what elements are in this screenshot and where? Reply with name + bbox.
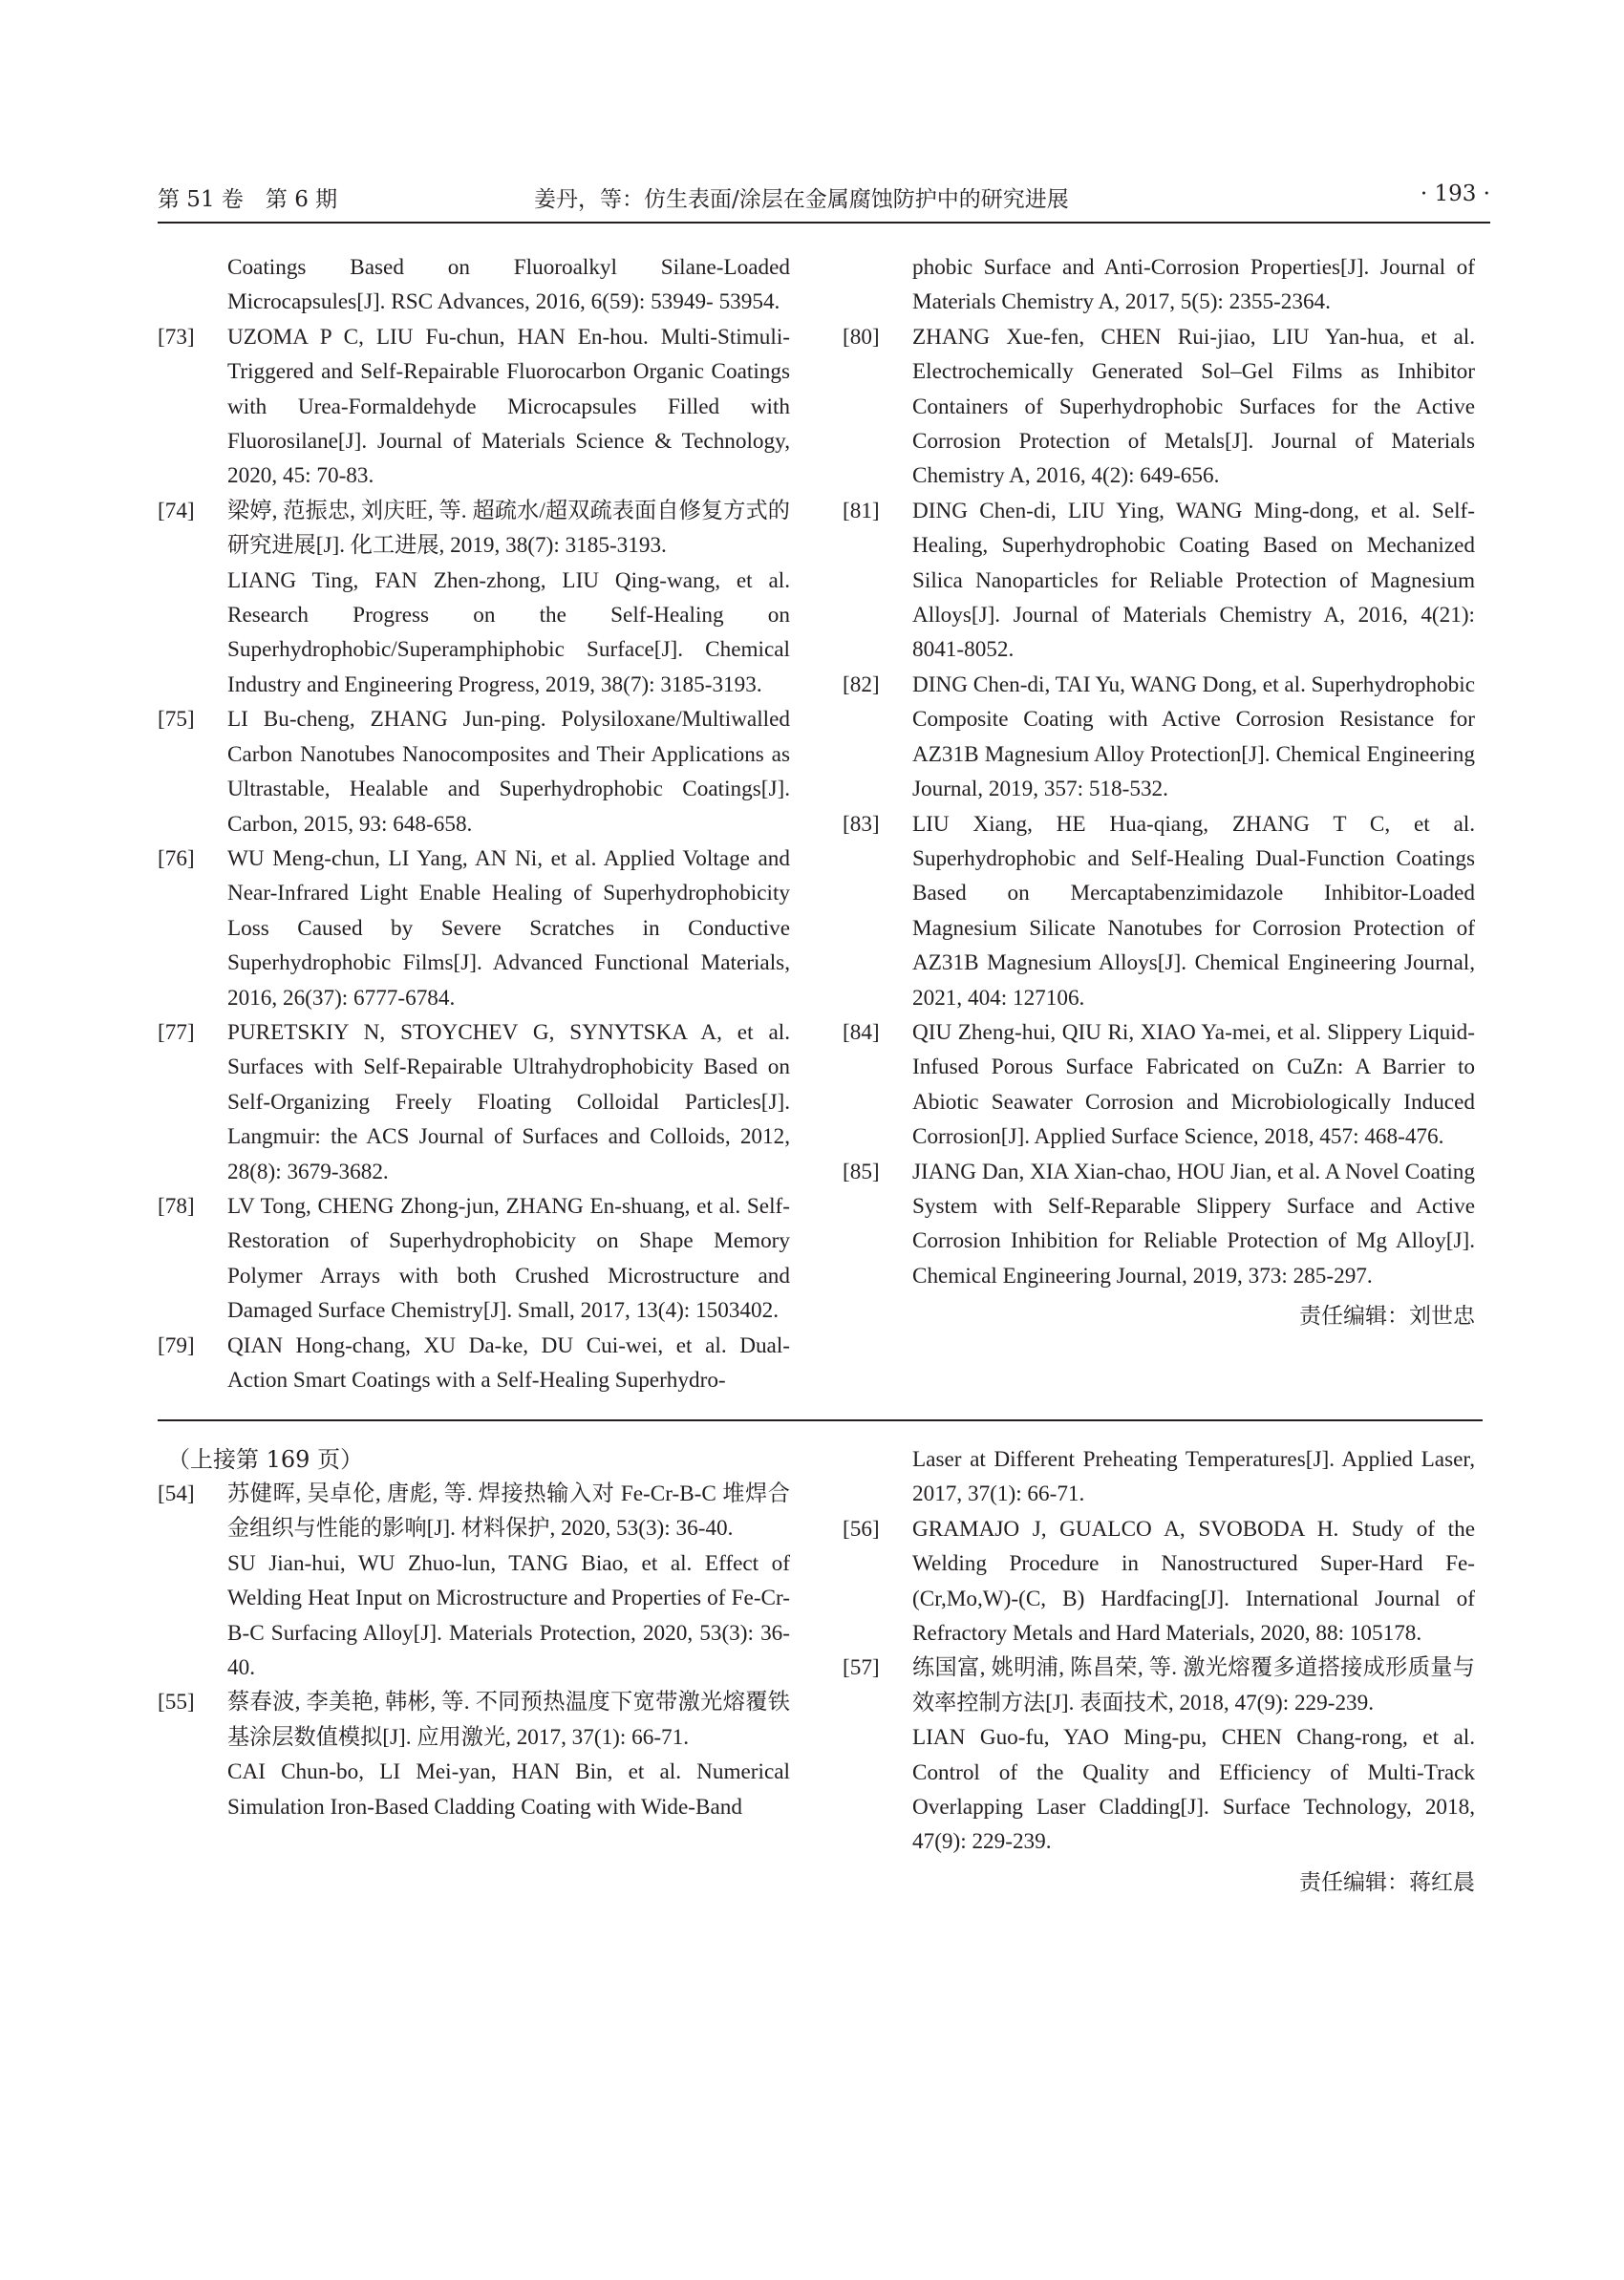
responsible-editor: 责任编辑：蒋红晨: [1299, 1869, 1475, 1895]
running-header: [158, 180, 1490, 224]
references-top-right: [843, 250, 1475, 1333]
references-bottom-left: [158, 1442, 790, 1824]
reference-82: [82] DING Chen-di, TAI Yu, WANG Dong, et al. Superhydrophobic Composite Coating with Active Corrosion Resistance for AZ31B Magnesium Alloy Protection[J]. Chemical Engineering Journal, 2019, 357: 518-532.: [843, 671, 1475, 802]
running-title: 姜丹，等：仿生表面/涂层在金属腐蚀防护中的研究进展: [534, 187, 1069, 212]
reference-75: [75] LI Bu-cheng, ZHANG Jun-ping. Polysiloxane/Multiwalled Carbon Nanotubes Nanocomposites and Their Applications as Ultrastable, Healable and Superhydrophobic Coatings[J]. Carbon, 2015, 93: 648-658.: [158, 707, 790, 837]
reference-57: [57] 练国富, 姚明浦, 陈昌荣, 等. 激光熔覆多道搭接成形质量与效率控制方法[J]. 表面技术, 2018, 47(9): 229-239. LIAN Guo-fu, YAO Ming-pu, CHEN Chang-rong, et al. Control of the Quality and Efficiency of Multi-Track Overlapping Laser Cladding[J]. Surface Technology, 2018, 47(9): 229-239.: [843, 1655, 1475, 1855]
section-divider: [158, 1419, 1483, 1421]
reference-76: [76] WU Meng-chun, LI Yang, AN Ni, et al. Applied Voltage and Near-Infrared Light Enable Healing of Superhydrophobicity Loss Caused by Severe Scratches in Conductive Superhydrophobic Films[J]. Advanced Functional Materials, 2016, 26(37): 6777-6784.: [158, 845, 790, 1011]
reference-continuation: Coatings Based on Fluoroalkyl Silane-Loaded Microcapsules[J]. RSC Advances, 2016, 6(59): 53949- 53954.: [227, 255, 790, 315]
reference-56: [56] GRAMAJO J, GUALCO A, SVOBODA H. Study of the Welding Procedure in Nanostructured Super-Hard Fe-(Cr,Mo,W)-(C, B) Hardfacing[J]. International Journal of Refractory Metals and Hard Materials, 2020, 88: 105178.: [843, 1516, 1475, 1647]
reference-54: [54] 苏健晖, 吴卓伦, 唐彪, 等. 焊接热输入对 Fe-Cr-B-C 堆焊合金组织与性能的影响[J]. 材料保护, 2020, 53(3): 36-40. SU Jian-hui, WU Zhuo-lun, TANG Biao, et al. Effect of Welding Heat Input on Microstructure and Properties of Fe-Cr-B-C Surfacing Alloy[J]. Materials Protection, 2020, 53(3): 36-40.: [158, 1481, 790, 1681]
reference-continuation: phobic Surface and Anti-Corrosion Properties[J]. Journal of Materials Chemistry A, 2017, 5(5): 2355-2364.: [912, 255, 1475, 315]
responsible-editor: 责任编辑：刘世忠: [1299, 1304, 1475, 1330]
reference-77: [77] PURETSKIY N, STOYCHEV G, SYNYTSKA A, et al. Surfaces with Self-Repairable Ultrahydrophobicity Based on Self-Organizing Freely Floating Colloidal Particles[J]. Langmuir: the ACS Journal of Surfaces and Colloids, 2012, 28(8): 3679-3682.: [158, 1019, 790, 1184]
reference-80: [80] ZHANG Xue-fen, CHEN Rui-jiao, LIU Yan-hua, et al. Electrochemically Generated Sol–Gel Films as Inhibitor Containers of Superhydrophobic Surfaces for the Active Corrosion Protection of Metals[J]. Journal of Materials Chemistry A, 2016, 4(2): 649-656.: [843, 324, 1475, 489]
reference-74: [74] 梁婷, 范振忠, 刘庆旺, 等. 超疏水/超双疏表面自修复方式的研究进展[J]. 化工进展, 2019, 38(7): 3185-3193. LIANG Ting, FAN Zhen-zhong, LIU Qing-wang, et al. Research Progress on the Self-Healing on Superhydrophobic/Superamphiphobic Surface[J]. Chemical Industry and Engineering Progress, 2019, 38(7): 3185-3193.: [158, 498, 790, 697]
reference-84: [84] QIU Zheng-hui, QIU Ri, XIAO Ya-mei, et al. Slippery Liquid-Infused Porous Surface Fabricated on CuZn: A Barrier to Abiotic Seawater Corrosion and Microbiologically Induced Corrosion[J]. Applied Surface Science, 2018, 457: 468-476.: [843, 1019, 1475, 1150]
references-bottom-right: [843, 1442, 1475, 1900]
reference-78: [78] LV Tong, CHENG Zhong-jun, ZHANG En-shuang, et al. Self-Restoration of Superhydrophobicity on Shape Memory Polymer Arrays with both Crushed Microstructure and Damaged Surface Chemistry[J]. Small, 2017, 13(4): 1503402.: [158, 1193, 790, 1324]
reference-73: [73] UZOMA P C, LIU Fu-chun, HAN En-hou. Multi-Stimuli-Triggered and Self-Repairable Fluorocarbon Organic Coatings with Urea-Formaldehyde Microcapsules Filled with Fluorosilane[J]. Journal of Materials Science & Technology, 2020, 45: 70-83.: [158, 324, 790, 489]
reference-79: [79] QIAN Hong-chang, XU Da-ke, DU Cui-wei, et al. Dual-Action Smart Coatings with a Self-Healing Superhydro-: [158, 1332, 790, 1393]
reference-81: [81] DING Chen-di, LIU Ying, WANG Ming-dong, et al. Self-Healing, Superhydrophobic Coating Based on Mechanized Silica Nanoparticles for Reliable Protection of Magnesium Alloys[J]. Journal of Materials Chemistry A, 2016, 4(21): 8041-8052.: [843, 498, 1475, 663]
page-number: · 193 ·: [1420, 181, 1490, 206]
reference-85: [85] JIANG Dan, XIA Xian-chao, HOU Jian, et al. A Novel Coating System with Self-Reparable Slippery Surface and Active Corrosion Inhibition for Reliable Protection of Mg Alloy[J]. Chemical Engineering Journal, 2019, 373: 285-297.: [843, 1159, 1475, 1289]
reference-continuation: Laser at Different Preheating Temperatures[J]. Applied Laser, 2017, 37(1): 66-71.: [912, 1447, 1475, 1507]
references-top-left: [158, 250, 790, 1397]
continued-from-label: （上接第 169 页）: [167, 1446, 364, 1473]
journal-volume-issue: 第 51 卷 第 6 期: [158, 187, 338, 212]
reference-83: [83] LIU Xiang, HE Hua-qiang, ZHANG T C, et al. Superhydrophobic and Self-Healing Dual-Function Coatings Based on Mercaptabenzimidazole Inhibitor-Loaded Magnesium Silicate Nanotubes for Corrosion Protection of AZ31B Magnesium Alloys[J]. Chemical Engineering Journal, 2021, 404: 127106.: [843, 811, 1475, 1011]
reference-55: [55] 蔡春波, 李美艳, 韩彬, 等. 不同预热温度下宽带激光熔覆铁基涂层数值模拟[J]. 应用激光, 2017, 37(1): 66-71. CAI Chun-bo, LI Mei-yan, HAN Bin, et al. Numerical Simulation Iron-Based Cladding Coating with Wide-Band: [158, 1690, 790, 1820]
